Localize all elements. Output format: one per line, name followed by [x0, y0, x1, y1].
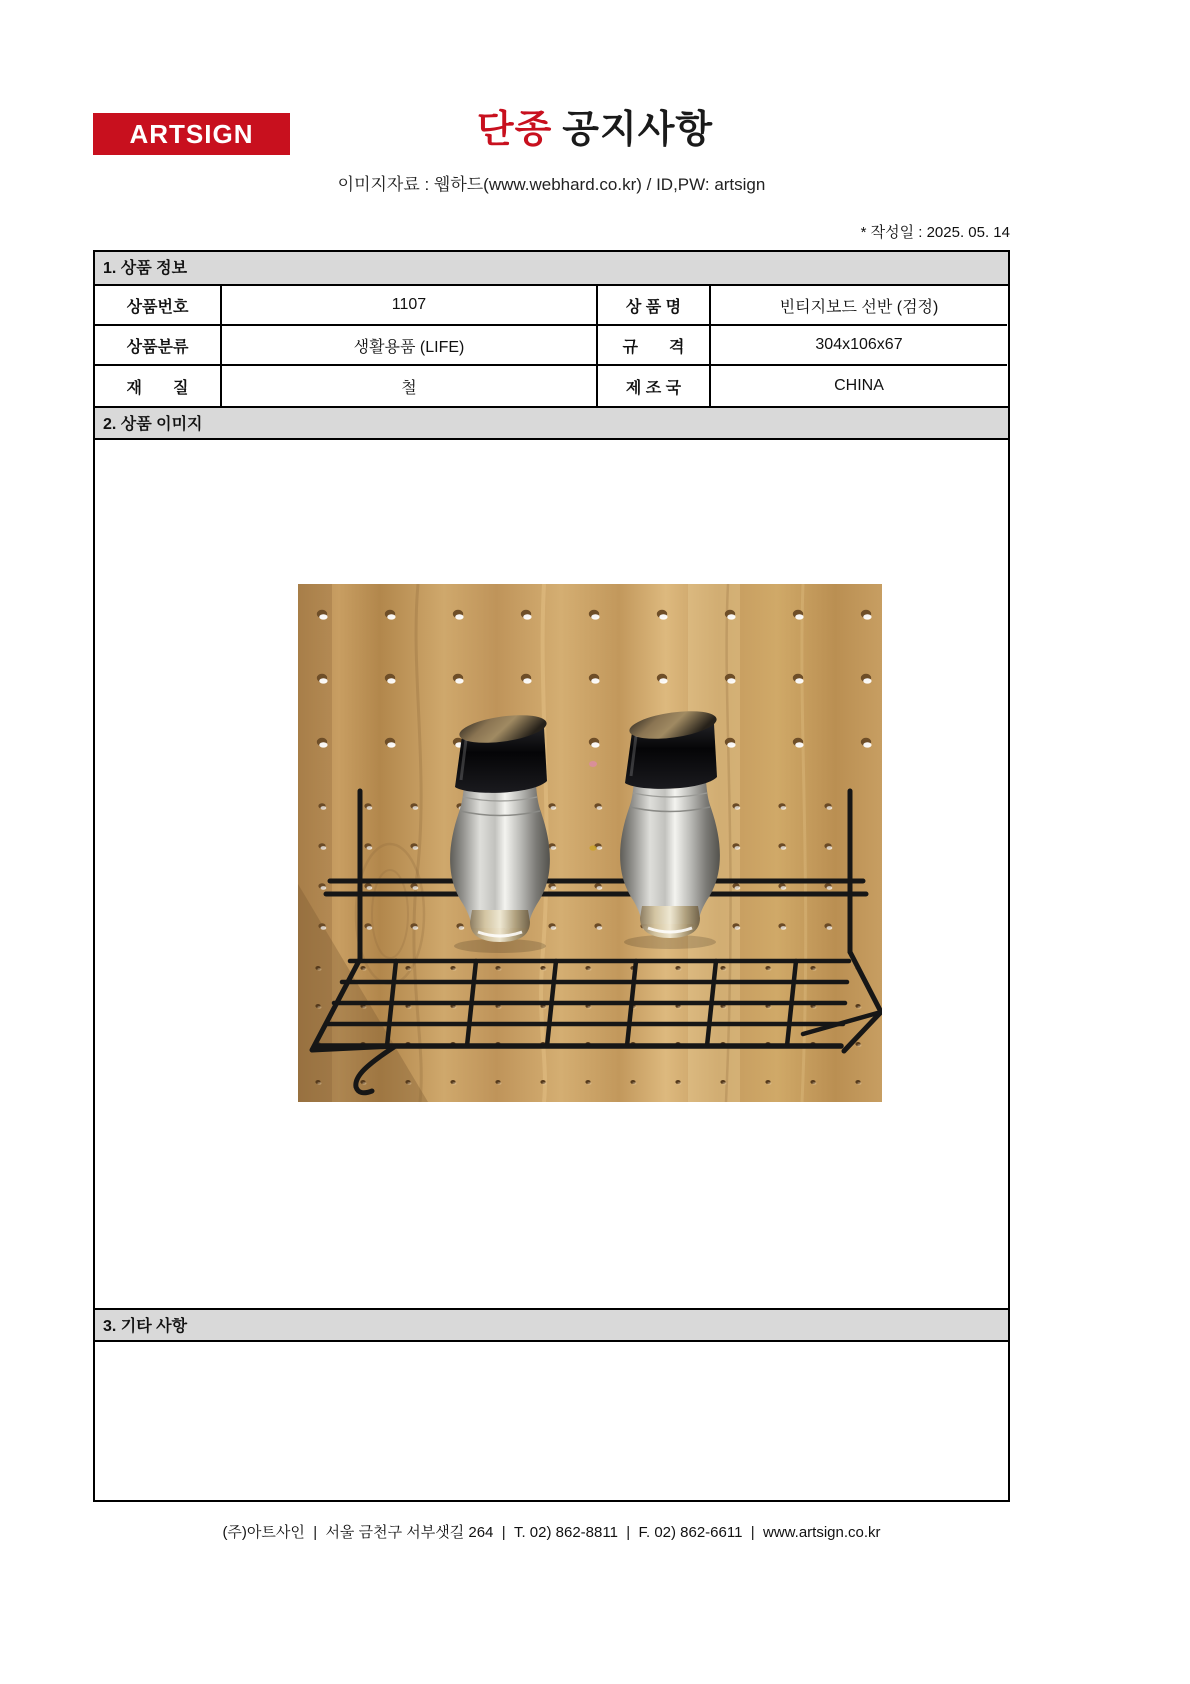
product-category-value: 생활용품 (LIFE): [222, 326, 598, 366]
product-category-label: 상품분류: [95, 326, 222, 366]
pink-hole-highlight: [589, 761, 597, 767]
origin-label: 제 조 국: [598, 366, 711, 406]
origin-value: CHINA: [834, 377, 884, 394]
page-title-red: 단종: [476, 109, 553, 151]
notice-table: [93, 250, 1010, 1502]
material-value: 철: [222, 366, 598, 406]
section-1-header: 1. 상품 정보: [95, 252, 1008, 286]
product-photo: [298, 584, 882, 1102]
page-title-black: 공지사항: [562, 109, 714, 151]
material-label: 재 질: [95, 366, 222, 406]
spice-shaker: [620, 706, 720, 938]
product-name-label: 상 품 명: [598, 286, 711, 326]
artsign-logo-text: ARTSIGN: [129, 118, 254, 149]
section-2-header: 2. 상품 이미지: [95, 406, 1008, 440]
product-size-value: 304x106x67: [711, 326, 1007, 366]
product-image-cell: [95, 440, 1008, 1308]
product-name-value: 빈티지보드 선반 (검정): [711, 286, 1007, 326]
other-notes-empty-area: [95, 1342, 1008, 1500]
product-info-table: [95, 286, 1008, 406]
section-3-header: 3. 기타 사항: [95, 1308, 1008, 1342]
product-size-label: 규 격: [598, 326, 711, 366]
page-title: [0, 98, 1190, 153]
product-number-value: 1107: [222, 286, 598, 326]
spice-shaker: [450, 710, 550, 942]
product-number-label: 상품번호: [95, 286, 222, 326]
image-source-note: 이미지자료 : 웹하드(www.webhard.co.kr) / ID,PW: artsign: [337, 175, 766, 194]
footer-company-info: (주)아트사인 | 서울 금천구 서부샛길 264 | T. 02) 862-8811 | F. 02) 862-6611 | www.artsign.co.kr: [222, 1524, 881, 1541]
written-date-note: * 작성일 : 2025. 05. 14: [860, 224, 1010, 241]
gold-hole-highlight: [589, 845, 596, 850]
